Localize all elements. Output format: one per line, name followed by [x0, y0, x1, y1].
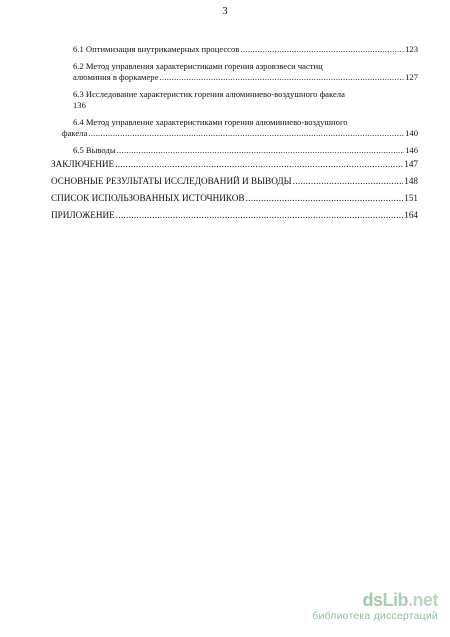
- toc-entry-appendix: [51, 210, 418, 221]
- toc-page-number: 151: [404, 193, 418, 203]
- watermark-tagline: библиотека диссертаций: [312, 610, 438, 622]
- toc-entry-6-5: [62, 145, 418, 156]
- toc-entry-6-3: [62, 89, 418, 111]
- toc-entry-title: ПРИЛОЖЕНИЕ: [51, 210, 115, 220]
- toc-entry-references: [51, 193, 418, 204]
- toc-line: [51, 176, 418, 187]
- toc-leader-dots: [117, 145, 405, 156]
- toc-leader-dots: [116, 210, 403, 221]
- toc-entry-title: 6.1 Оптимизация внутрикамерных процессов: [73, 44, 240, 54]
- toc-page-number: 140: [405, 128, 418, 138]
- toc-entry-title-continued: факела: [62, 128, 88, 138]
- toc-entry-title: 6.4 Метод управление характеристиками горения алюминиево-воздушного: [73, 117, 348, 127]
- toc-page-number: 148: [404, 176, 418, 186]
- toc-entry-6-4: [62, 117, 418, 139]
- toc-entry-title: 6.3 Исследование характеристик горения алюминиево-воздушного факела: [73, 89, 345, 99]
- toc-line: [51, 159, 418, 170]
- table-of-contents: [51, 44, 418, 221]
- toc-entry-main-results: [51, 176, 418, 187]
- logo-net: .net: [407, 590, 438, 610]
- logo-lib: Lib: [382, 590, 408, 610]
- toc-entry-title: СПИСОК ИСПОЛЬЗОВАННЫХ ИСТОЧНИКОВ: [51, 193, 245, 203]
- toc-page-number: 123: [405, 44, 418, 54]
- toc-page-number: 127: [405, 72, 418, 82]
- toc-entry-6-1: [62, 44, 418, 55]
- toc-page-number: 146: [405, 145, 418, 155]
- toc-entry-conclusion: [51, 159, 418, 170]
- toc-entry-title-continued: алюминия в форкамере: [73, 72, 159, 82]
- toc-page-number: 164: [404, 210, 418, 220]
- dslib-watermark: [238, 591, 438, 623]
- logo-ds: ds: [362, 590, 383, 610]
- toc-leader-dots: [115, 159, 403, 170]
- toc-line: [51, 210, 418, 221]
- toc-line: [73, 72, 418, 83]
- dslib-logo: [238, 591, 438, 610]
- toc-page-number: 147: [404, 159, 418, 169]
- toc-leader-dots: [246, 193, 404, 204]
- toc-entry-title: ОСНОВНЫЕ РЕЗУЛЬТАТЫ ИССЛЕДОВАНИЙ И ВЫВОДЫ: [51, 176, 292, 186]
- toc-entry-title: ЗАКЛЮЧЕНИЕ: [51, 159, 115, 169]
- toc-entry-title: 6.5 Выводы: [73, 145, 116, 155]
- toc-page-number: 136: [73, 100, 86, 110]
- toc-line: [73, 44, 418, 55]
- toc-leader-dots: [240, 44, 404, 55]
- toc-line: [73, 145, 418, 156]
- toc-leader-dots: [88, 128, 404, 139]
- toc-leader-dots: [293, 176, 404, 187]
- toc-leader-dots: [159, 72, 404, 83]
- toc-line: [51, 193, 418, 204]
- page-number: 3: [222, 6, 228, 17]
- toc-entry-6-2: [62, 61, 418, 83]
- toc-line: [62, 128, 418, 139]
- toc-entry-title: 6.2 Метод управления характеристиками горения аэровзвеси частиц: [73, 61, 323, 71]
